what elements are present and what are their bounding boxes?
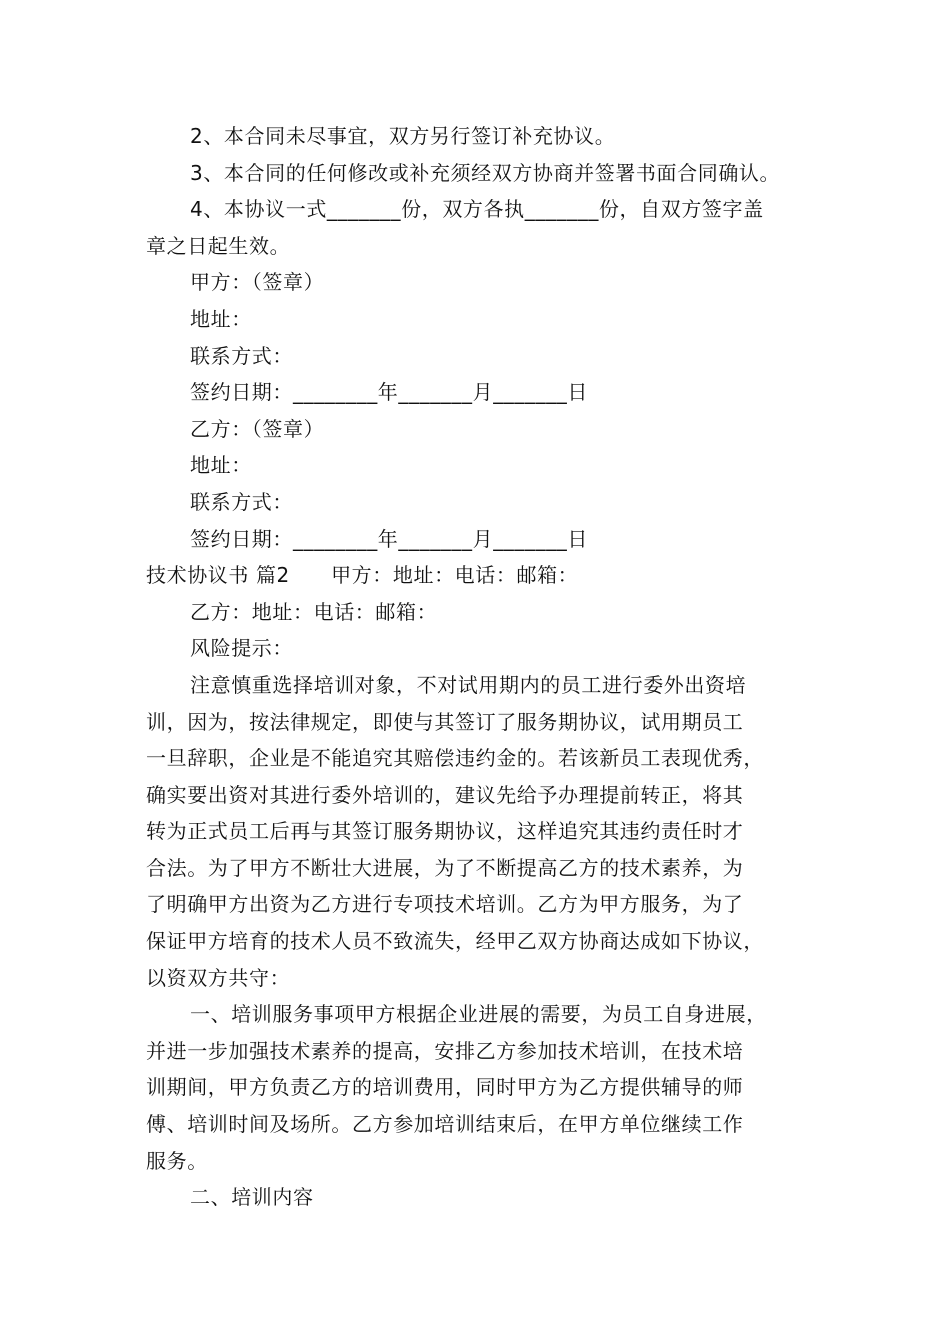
party-b-sign-date: 签约日期：________年_______月_______日 xyxy=(190,526,588,551)
text-line: 并进一步加强技术素养的提高，安排乙方参加技术培训，在技术培 xyxy=(146,1038,744,1063)
party-b-contact-label: 联系方式： xyxy=(190,489,293,514)
risk-heading: 风险提示： xyxy=(190,636,293,661)
text-line: 一旦辞职，企业是不能追究其赔偿违约金的。若该新员工表现优秀， xyxy=(146,746,764,771)
text-line: 傅、培训时间及场所。乙方参加培训结束后，在甲方单位继续工作 xyxy=(146,1112,744,1137)
text-line: 了明确甲方出资为乙方进行专项技术培训。乙方为甲方服务，为了 xyxy=(146,892,744,917)
text-line: 一、培训服务事项甲方根据企业进展的需要，为员工自身进展， xyxy=(190,1002,767,1027)
party-a-address-label: 地址： xyxy=(190,306,252,331)
text-line: 训期间，甲方负责乙方的培训费用，同时甲方为乙方提供辅导的师 xyxy=(146,1075,744,1100)
party-a-sign-date: 签约日期：________年_______月_______日 xyxy=(190,380,588,405)
section-heading: 二、培训内容 xyxy=(190,1185,314,1210)
text-line: 以资双方共守： xyxy=(146,965,291,990)
party-a-signature-label: 甲方：（签章） xyxy=(190,270,325,295)
party-b-signature-label: 乙方：（签章） xyxy=(190,416,325,441)
text-line: 确实要出资对其进行委外培训的，建议先给予办理提前转正，将其 xyxy=(146,782,744,807)
section-heading: 技术协议书 篇2 甲方：地址：电话：邮箱： xyxy=(146,563,579,588)
text-line: 服务。 xyxy=(146,1148,208,1173)
text-line: 4、本协议一式_______份，双方各执_______份，自双方签字盖 xyxy=(190,197,764,222)
text-line: 3、本合同的任何修改或补充须经双方协商并签署书面合同确认。 xyxy=(190,160,781,185)
text-line: 合法。为了甲方不断壮大进展，为了不断提高乙方的技术素养，为 xyxy=(146,855,744,880)
text-line: 保证甲方培育的技术人员不致流失，经甲乙双方协商达成如下协议， xyxy=(146,929,764,954)
text-line: 注意慎重选择培训对象，不对试用期内的员工进行委外出资培 xyxy=(190,672,747,697)
text-line: 2、本合同未尽事宜，双方另行签订补充协议。 xyxy=(190,124,616,148)
text-line: 乙方：地址：电话：邮箱： xyxy=(190,599,438,624)
text-line: 训，因为，按法律规定，即使与其签订了服务期协议，试用期员工 xyxy=(146,709,744,734)
text-line: 章之日起生效。 xyxy=(146,233,291,258)
text-line: 转为正式员工后再与其签订服务期协议，这样追究其违约责任时才 xyxy=(146,819,744,844)
party-b-address-label: 地址： xyxy=(190,453,252,478)
document-body xyxy=(146,118,826,1216)
party-a-contact-label: 联系方式： xyxy=(190,343,293,368)
